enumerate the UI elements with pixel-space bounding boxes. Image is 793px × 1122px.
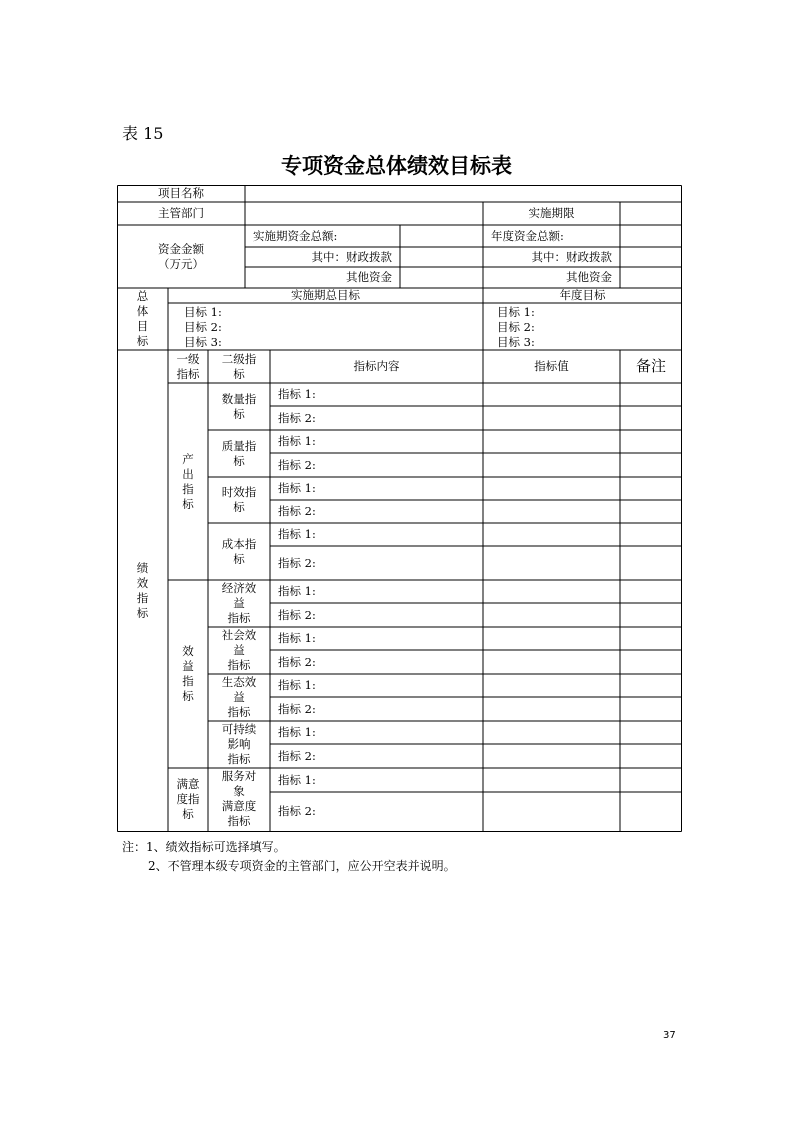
indicator-item: 指标 2: [278, 555, 316, 570]
period-label: 实施期限 [528, 206, 575, 220]
note-1: 注：1、绩效指标可选择填写。 [122, 840, 286, 854]
indicator-item: 指标 1: [278, 584, 316, 598]
goal-left-item: 目标 1: [184, 305, 222, 319]
indicator-item: 指标 1: [278, 772, 316, 787]
table-label: 表 15 [122, 124, 164, 143]
level2-label: 质量指 标 [221, 438, 257, 468]
fiscal-left-label: 其中：财政拨款 [311, 249, 392, 264]
col-level2-header: 二级指 标 [221, 351, 257, 381]
indicator-item: 指标 1: [278, 481, 316, 495]
other-left-label: 其他资金 [346, 270, 392, 284]
performance-goal-table [117, 185, 682, 832]
level2-label: 成本指 标 [221, 536, 257, 566]
level2-label: 社会效 益 指标 [221, 628, 257, 672]
period-total-label: 实施期资金总额: [253, 228, 338, 243]
indicator-item: 指标 1: [278, 725, 316, 739]
fund-amount-label: 资金金额 （万元） [158, 241, 204, 271]
indicator-item: 指标 2: [278, 504, 316, 518]
other-right-label: 其他资金 [566, 270, 612, 284]
goal-right-item: 目标 1: [497, 305, 535, 319]
level1-label: 效 益 指 标 [182, 644, 194, 703]
indicator-item: 指标 1: [278, 527, 316, 541]
level2-label: 时效指 标 [221, 485, 257, 514]
period-goal-header: 实施期总目标 [291, 288, 360, 302]
indicator-item: 指标 2: [278, 748, 316, 763]
annual-goal-header: 年度目标 [559, 288, 606, 302]
level2-label: 经济效 益 指标 [221, 581, 257, 625]
indicator-item: 指标 2: [278, 607, 316, 622]
indicator-item: 指标 2: [278, 410, 316, 425]
annual-total-label: 年度资金总额: [491, 228, 564, 243]
indicator-item: 指标 2: [278, 457, 316, 472]
page-number: 37 [663, 1030, 676, 1041]
level1-label: 满意 度指 标 [176, 776, 200, 821]
indicator-item: 指标 2: [278, 654, 316, 669]
dept-label: 主管部门 [158, 206, 204, 220]
goal-left-item: 目标 3: [184, 335, 222, 349]
note-2: 2、不管理本级专项资金的主管部门，应公开空表并说明。 [148, 859, 456, 873]
col-content-header: 指标内容 [353, 359, 400, 373]
level2-label: 生态效 益 指标 [221, 675, 257, 719]
page-title: 专项资金总体绩效目标表 [281, 154, 512, 178]
indicator-item: 指标 2: [278, 803, 316, 818]
goal-right-item: 目标 2: [497, 320, 535, 334]
col-value-header: 指标值 [534, 359, 569, 373]
col-note-header: 备注 [635, 357, 666, 375]
level1-label: 产 出 指 标 [182, 451, 194, 511]
goals-side-label: 总 体 目 标 [136, 289, 149, 348]
fiscal-right-label: 其中：财政拨款 [531, 249, 612, 264]
level2-label: 服务对 象 满意度 指标 [221, 769, 257, 828]
metrics-side-label: 绩 效 指 标 [136, 561, 149, 620]
goal-right-item: 目标 3: [497, 335, 535, 349]
indicator-item: 指标 2: [278, 701, 316, 716]
indicator-item: 指标 1: [278, 678, 316, 692]
level2-label: 可持续 影响 指标 [221, 722, 257, 766]
indicator-item: 指标 1: [278, 631, 316, 645]
indicator-item: 指标 1: [278, 434, 316, 448]
project-name-label: 项目名称 [158, 186, 204, 200]
level2-label: 数量指 标 [221, 391, 257, 421]
goal-left-item: 目标 2: [184, 320, 222, 334]
col-level1-header: 一级 指标 [176, 351, 200, 381]
indicator-item: 指标 1: [278, 387, 316, 401]
